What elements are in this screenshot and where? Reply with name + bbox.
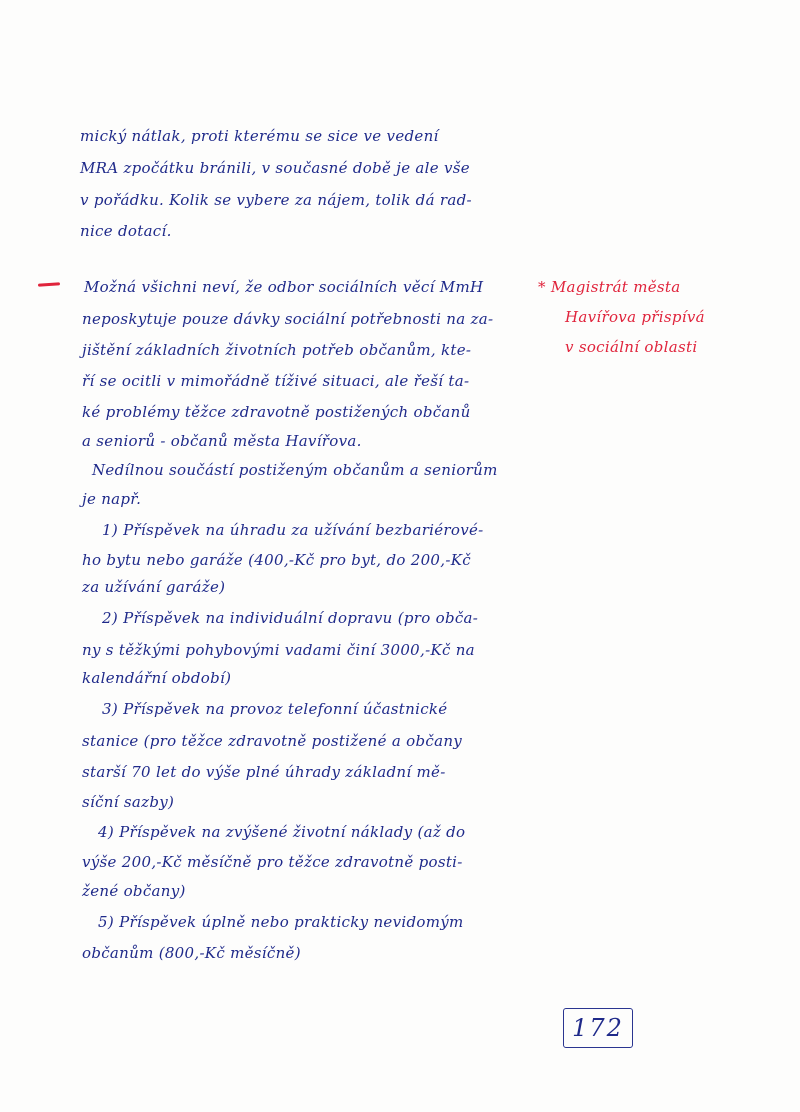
- text-line: MRA zpočátku bránili, v současné době je ale vše: [80, 159, 470, 177]
- list-item-line: ny s těžkými pohybovými vadami činí 3000,-Kč na: [82, 641, 475, 659]
- list-item-line: síční sazby): [82, 793, 175, 811]
- list-item-line: žené občany): [82, 882, 186, 900]
- list-item-line: občanům (800,-Kč měsíčně): [82, 944, 301, 962]
- margin-note-line: v sociální oblasti: [565, 338, 698, 356]
- text-line: v pořádku. Kolik se vybere za nájem, tolik dá rad-: [80, 191, 472, 209]
- list-item-line: stanice (pro těžce zdravotně postižené a občany: [82, 732, 463, 750]
- list-item-line: výše 200,-Kč měsíčně pro těžce zdravotně posti-: [82, 853, 463, 871]
- margin-note-line: Havířova přispívá: [565, 308, 705, 326]
- text-line: ké problémy těžce zdravotně postižených občanů: [82, 403, 471, 421]
- text-line: Nedílnou součástí postiženým občanům a seniorům: [92, 461, 498, 479]
- list-item-line: 1) Příspěvek na úhradu za užívání bezbariérové-: [102, 521, 484, 539]
- list-item-line: ho bytu nebo garáže (400,-Kč pro byt, do 200,-Kč: [82, 551, 471, 569]
- list-item-line: 3) Příspěvek na provoz telefonní účastnické: [102, 700, 448, 718]
- text-line: ří se ocitli v mimořádně tíživé situaci, ale řeší ta-: [82, 372, 470, 390]
- list-item-line: 2) Příspěvek na individuální dopravu (pro obča-: [102, 609, 479, 627]
- list-item-line: 4) Příspěvek na zvýšené životní náklady (až do: [98, 823, 466, 841]
- text-line: Možná všichni neví, že odbor sociálních věcí MmH: [84, 278, 484, 296]
- text-line: jištění základních životních potřeb občanům, kte-: [82, 341, 472, 359]
- list-item-line: kalendářní období): [82, 669, 232, 687]
- text-line: mický nátlak, proti kterému se sice ve vedení: [80, 127, 439, 145]
- page-number: 172: [563, 1008, 633, 1048]
- list-item-line: starší 70 let do výše plné úhrady základní mě-: [82, 763, 446, 781]
- text-line: a seniorů - občanů města Havířova.: [82, 432, 362, 450]
- list-item-line: za užívání garáže): [82, 578, 226, 596]
- text-line: je např.: [82, 490, 142, 508]
- text-line: nice dotací.: [80, 222, 172, 240]
- list-item-line: 5) Příspěvek úplně nebo prakticky nevidomým: [98, 913, 464, 931]
- margin-note-line: * Magistrát města: [538, 278, 681, 296]
- text-line: neposkytuje pouze dávky sociální potřebnosti na za-: [82, 310, 494, 328]
- red-dash-mark: [38, 282, 60, 287]
